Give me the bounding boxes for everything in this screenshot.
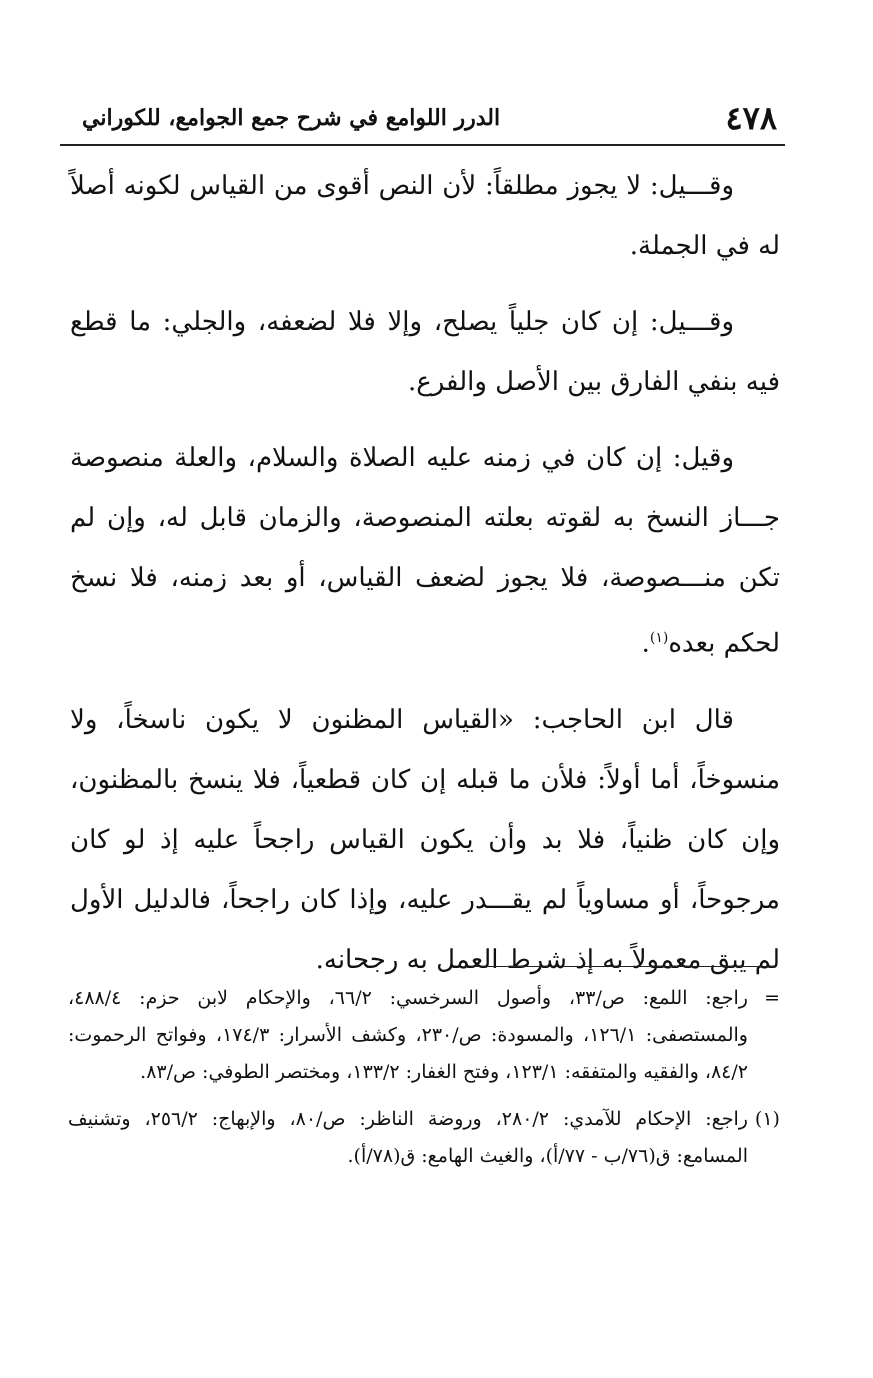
paragraph-1: وقـــيل: لا يجوز مطلقاً: لأن النص أقوى من القياس لكونه أصلاً له في الجملة. <box>70 171 780 261</box>
footnote-separator <box>470 966 775 967</box>
paragraph-2: وقـــيل: إن كان جلياً يصلح، وإلا فلا لضعفه، والجلي: ما قطع فيه بنفي الفارق بين الأصل والفرع. <box>70 307 780 397</box>
footnote-1 <box>68 1101 780 1175</box>
footnotes <box>68 980 780 1185</box>
page-header <box>60 96 785 140</box>
footnote-continued-text: راجع: اللمع: ص/٣٣، وأصول السرخسي: ٦٦/٢، والإحكام لابن حزم: ٤٨٨/٤، والمستصفى: ١٢٦/١، والمسودة: ص/٢٣٠، وكشف الأسرار: ١٧٤/٣، وفواتح الرحموت: ٨٤/٢، والفقيه والمتفقه: ١٢٣/١، وفتح الغفار: ١٣٣/٢، ومختصر الطوفي: ص/٨٣. <box>68 987 748 1083</box>
paragraph-3 <box>70 428 780 674</box>
footnote-continued-marker: = <box>764 987 780 1009</box>
footnote-1-marker: (١) <box>754 1108 780 1130</box>
header-rule <box>60 144 785 146</box>
main-text <box>70 156 780 1006</box>
paragraph-3-text: وقيل: إن كان في زمنه عليه الصلاة والسلام، والعلة منصوصة جـــاز النسخ به لقوته بعلته المنصوصة، والزمان قابل له، وإن لم تكن منـــصوصة، فلا يجوز لضعف القياس، أو بعد زمنه، فلا نسخ لحكم بعده <box>70 443 780 659</box>
footnote-reference: (١) <box>649 630 669 646</box>
paragraph-3-end: . <box>641 628 650 659</box>
footnote-continued <box>68 980 780 1091</box>
running-title: الدرر اللوامع في شرح جمع الجوامع، للكوراني <box>82 105 501 131</box>
page-number: ٤٧٨ <box>725 99 777 137</box>
footnote-1-text: راجع: الإحكام للآمدي: ٢٨٠/٢، وروضة الناظر: ص/٨٠، والإبهاج: ٢٥٦/٢، وتشنيف المسامع: ق(٧٦/ب - ٧٧/أ)، والغيث الهامع: ق(٧٨/أ). <box>68 1108 748 1167</box>
paragraph-4: قال ابن الحاجب: «القياس المظنون لا يكون ناسخاً، ولا منسوخاً، أما أولاً: فلأن ما قبله إن كان قطعياً، فلا ينسخ بالمظنون، وإن كان ظنياً، فلا بد وأن يكون القياس راجحاً عليه إذ لو كان مرجوحاً، أو مساوياً لم يقـــدر عليه، وإذا كان راجحاً، فالدليل الأول لم يبق معمولاً به إذ شرط العمل به رجحانه. <box>70 704 780 975</box>
